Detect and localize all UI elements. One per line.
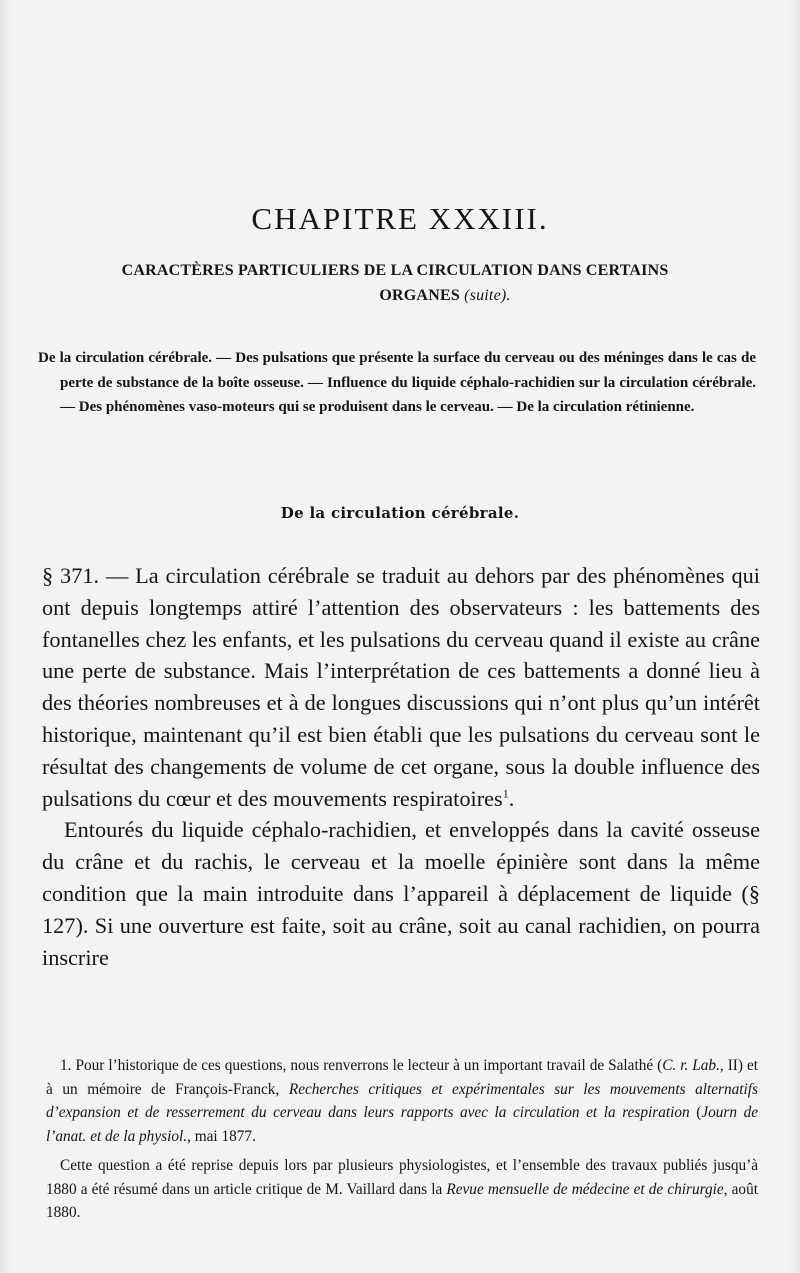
section-title-line2 xyxy=(36,283,754,308)
body-text xyxy=(42,560,760,973)
footnote-1-text-d: , mai 1877. xyxy=(187,1127,256,1145)
chapter-title: CHAPITRE XXXIII. xyxy=(251,200,549,236)
footnote-2 xyxy=(46,1154,758,1225)
footnote-1-ref-journal: Journ de l’anat. et de la physiol. xyxy=(46,1104,759,1145)
section-title-organes: ORGANES xyxy=(379,287,460,304)
footnote-1 xyxy=(46,1054,758,1148)
footnote-marker: 1 xyxy=(502,786,509,801)
footnote-2-text-b: , août 1880. xyxy=(46,1180,758,1221)
chapter-summary-text: De la circulation cérébrale. — Des pulsations que présente la surface du cerveau ou des méninges dans le cas de perte de substance de la boîte osseuse. — Influence du liquide céphalo-rachidien sur la circulation cérébrale. — Des phénomènes vaso-moteurs qui se produisent dans le cerveau. — De la circulation rétinienne. xyxy=(38,350,756,415)
paragraph-371 xyxy=(42,560,760,814)
subheading: De la circulation cérébrale. xyxy=(280,504,520,522)
footnote-2-ref-revue: Revue mensuelle de médecine et de chirurgie xyxy=(446,1180,724,1198)
paragraph-371-end: . xyxy=(508,785,515,811)
chapter-summary xyxy=(38,346,756,420)
footnote-1-text-c: ( xyxy=(689,1104,702,1121)
section-title xyxy=(36,258,754,308)
footnote-1-text-a: 1. Pour l’historique de ces questions, nous renverrons le lecteur à un important travail de Salathé ( xyxy=(60,1057,663,1074)
footnotes xyxy=(46,1054,758,1225)
section-title-line1: CARACTÈRES PARTICULIERS DE LA CIRCULATION DANS CERTAINS xyxy=(121,262,669,279)
footnote-1-ref-francois-franck: Recherches critiques et expérimentales sur les mouvements alternatifs d’expansion et de resserrement du cerveau dans leurs rapports avec la circulation et la respiration xyxy=(46,1080,758,1121)
footnote-1-ref-salathe: C. r. Lab. xyxy=(662,1057,720,1074)
paragraph-371-text: § 371. — La circulation cérébrale se traduit au dehors par des phénomènes qui ont depuis longtemps attiré l’attention des observateurs : les battements des fontanelles chez les enfants, et les pulsations du cerveau quand il existe au crâne une perte de substance. Mais l’interprétation de ces battements a donné lieu à des théories nombreuses et à de longues discussions qui n’ont plus qu’un intérêt historique, maintenant qu’il est bien établi que les pulsations du cerveau sont le résultat des changements de volume de cet organe, sous la double influence des pulsations du cœur et des mouvements respiratoires xyxy=(42,563,760,811)
footnote-2-text-a: Cette question a été reprise depuis lors par plusieurs physiologistes, et l’ensemble des travaux publiés jusqu’à 1880 a été résumé dans un article critique de M. Vaillard dans la xyxy=(46,1157,758,1198)
section-title-suite: (suite). xyxy=(464,287,511,304)
footnote-1-text-b: , II) et à un mémoire de François-Franck, xyxy=(46,1057,758,1098)
paragraph-2: Entourés du liquide céphalo-rachidien, et enveloppés dans la cavité osseuse du crâne et du rachis, le cerveau et la moelle épinière sont dans la même condition que la main introduite dans l’appareil à déplacement de liquide (§ 127). Si une ouverture est faite, soit au crâne, soit au canal rachidien, on pourra inscrire xyxy=(42,817,760,970)
